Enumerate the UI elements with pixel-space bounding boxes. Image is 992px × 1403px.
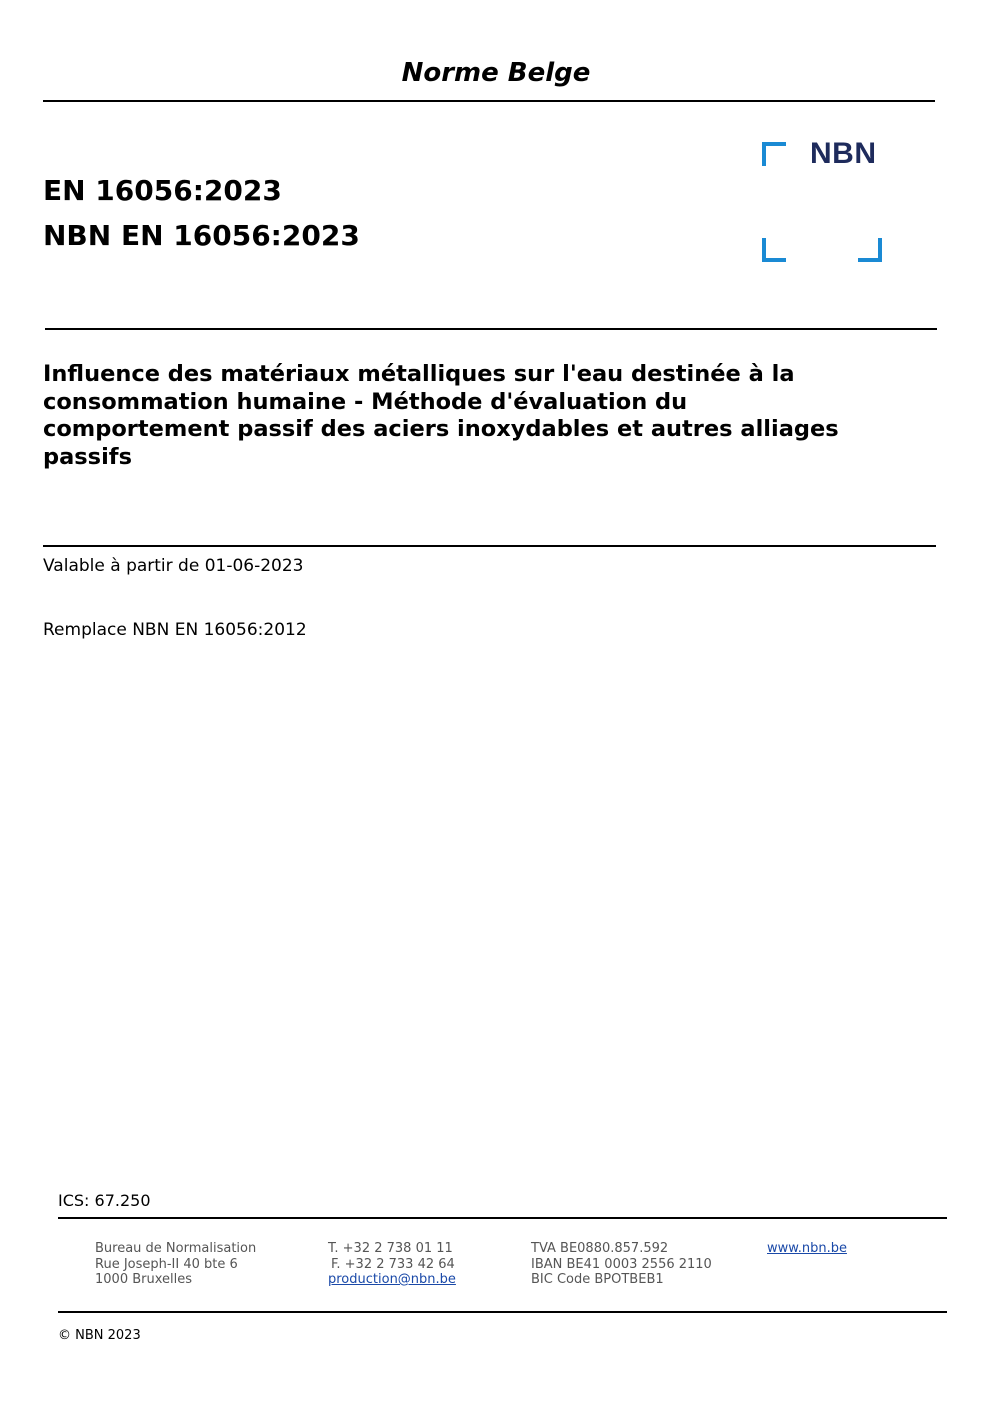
- footer-address: [95, 1241, 256, 1288]
- website-link[interactable]: www.nbn.be: [767, 1241, 847, 1256]
- ics-code: ICS: 67.250: [58, 1191, 151, 1210]
- bic-code: BIC Code BPOTBEB1: [531, 1272, 664, 1287]
- document-title: [43, 361, 923, 471]
- fax-number: F. +32 2 733 42 64: [331, 1256, 455, 1272]
- logo-text: NBN: [810, 137, 877, 170]
- title-line: Influence des matériaux métalliques sur l'eau destinée à la: [43, 361, 795, 387]
- title-line: consommation humaine - Méthode d'évaluation du: [43, 388, 688, 415]
- iban-number: IBAN BE41 0003 2556 2110: [531, 1256, 712, 1272]
- phone-number: T. +32 2 738 01 11: [328, 1241, 453, 1256]
- header-divider: [43, 100, 935, 102]
- copyright-notice: © NBN 2023: [58, 1328, 141, 1343]
- footer-web: [767, 1241, 847, 1257]
- replaces-standard: Remplace NBN EN 16056:2012: [43, 620, 307, 640]
- address-line: 1000 Bruxelles: [95, 1272, 193, 1287]
- email-link[interactable]: production@nbn.be: [328, 1272, 456, 1287]
- footer-divider-bottom: [58, 1311, 947, 1313]
- nbn-logo: [762, 137, 884, 262]
- vat-number: TVA BE0880.857.592: [531, 1241, 669, 1256]
- title-divider-top: [45, 328, 937, 330]
- title-divider-bottom: [43, 545, 936, 547]
- footer-bank: [531, 1241, 712, 1288]
- title-line: comportement passif des aciers inoxydables et autres alliages: [43, 416, 839, 442]
- en-code: EN 16056:2023: [43, 174, 282, 207]
- footer-contact: [328, 1241, 456, 1288]
- address-line: Bureau de Normalisation: [95, 1241, 257, 1256]
- nbn-code: NBN EN 16056:2023: [43, 219, 360, 252]
- address-line: Rue Joseph-II 40 bte 6: [95, 1256, 238, 1272]
- footer-divider-top: [58, 1217, 947, 1219]
- validity-date: Valable à partir de 01-06-2023: [43, 556, 304, 576]
- page-header-title: Norme Belge: [401, 58, 591, 88]
- title-line: passifs: [43, 443, 132, 470]
